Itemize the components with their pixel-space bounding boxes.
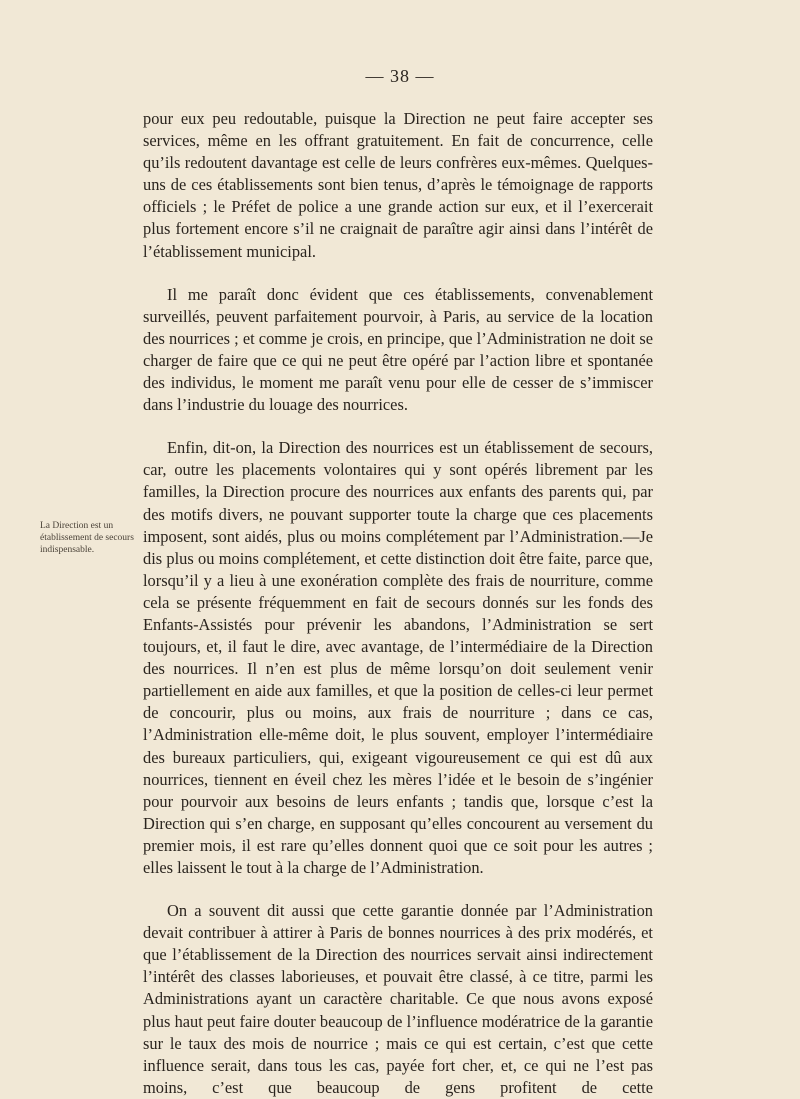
paragraph-3: Enfin, dit-on, la Direction des nourrices est un établissement de secours, car, outre les placements volontaires qui y sont opérés librement par les familles, la Direction procure des nourrices aux enfants des parents qui, par des motifs divers, ne pouvant supporter toute la charge que ces placements imposent, sont aidés, plus ou moins complétement par l’Administration.—Je dis plus ou moins complétement, et cette distinction doit être faite, parce que, lorsqu’il y a lieu à une exonération complète des frais de nourriture, comme cela se présente fréquemment en fait de secours donnés sur les fonds des Enfants-Assistés pour prévenir les abandons, l’Administration se sert toujours, et, il faut le dire, avec avantage, de l’intermédiaire de la Direction des nourrices. Il n’en est plus de même lorsqu’on doit seulement venir partiellement en aide aux familles, et que la position de celles-ci leur permet de concourir, plus ou moins, aux frais de nourriture ; dans ce cas, l’Administration elle-même doit, le plus souvent, employer l’intermédiaire des bureaux particuliers, qui, exigeant vigoureusement ce qui est dû aux nourrices, tiennent en éveil chez les mères l’idée et le besoin de s’ingénier pour pourvoir aux besoins de leurs enfants ; tandis que, lorsque c’est la Direction qui s’en charge, en supposant qu’elles concourent au versement du premier mois, il est rare qu’elles donnent quoi que ce soit pour les autres ; elles laissent le tout à la charge de l’Administration.: [143, 438, 653, 877]
paragraph-4: On a souvent dit aussi que cette garantie donnée par l’Administration devait contribuer à attirer à Paris de bonnes nourrices à des prix modérés, et que l’établissement de la Direction des nourrices servait ainsi indirectement l’intérêt des classes laborieuses, et pouvait être classé, à ce titre, parmi les Administrations ayant un caractère charitable. Ce que nous avons exposé plus haut peut faire douter beaucoup de l’influence modératrice de la garantie sur le taux des mois de nourrice ; mais ce qui est certain, c’est que cette influence serait, dans tous les cas, payée fort cher, et, ce qui ne l’est pas moins, c’est que beaucoup de gens profitent de cette: [143, 901, 653, 1097]
page-number: — 38 —: [365, 66, 435, 86]
paragraph-1: pour eux peu redoutable, puisque la Direction ne peut faire accepter ses services, même en les offrant gratuitement. En fait de concurrence, celle qu’ils redoutent davantage est celle de leurs confrères eux-mêmes. Quelques-uns de ces établissements sont bien tenus, d’après le témoignage de rapports officiels ; le Préfet de police a une grande action sur eux, et il l’exercerait plus fortement encore s’il ne craignait de paraître agir ainsi dans l’intérêt de l’établissement municipal.: [143, 109, 653, 261]
body-text: [143, 108, 653, 1099]
paragraph-2: Il me paraît donc évident que ces établissements, convenablement surveillés, peuvent parfaitement pourvoir, à Paris, au service de la location des nourrices ; et comme je crois, en principe, que l’Administration ne doit se charger de faire que ce qui ne peut être opéré par l’action libre et spontanée des individus, le moment me paraît venu pour elle de cesser de s’immiscer dans l’industrie du louage des nourrices.: [143, 284, 653, 415]
margin-note: La Direction est un établissement de secours indispensable.: [40, 521, 134, 555]
